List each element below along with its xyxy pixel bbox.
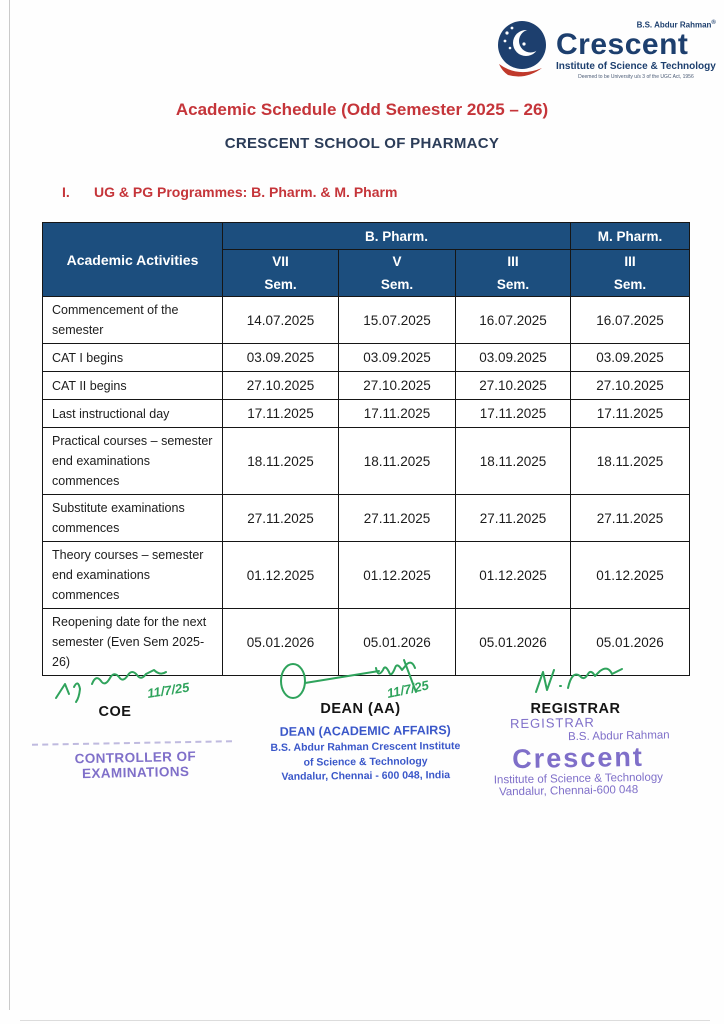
date-cell: 18.11.2025: [339, 428, 456, 495]
table-row: [43, 542, 690, 609]
date-cell: 27.10.2025: [456, 372, 571, 400]
registrar-stamp-line: Vandalur, Chennai-600 048: [498, 783, 639, 799]
table-row: [43, 372, 690, 400]
date-cell: 01.12.2025: [339, 542, 456, 609]
sem-numeral: III: [624, 254, 636, 269]
activity-cell: CAT II begins: [43, 372, 223, 400]
logo-brand-name: Crescent: [556, 27, 689, 61]
scan-edge-artifact: [20, 1020, 710, 1021]
sem-numeral: III: [507, 254, 519, 269]
dean-stamp: [258, 723, 474, 785]
sem-header-bpharm-v: [339, 250, 456, 297]
dean-stamp-line: B.S. Abdur Rahman Crescent Institute: [270, 740, 461, 754]
date-cell: 27.10.2025: [223, 372, 339, 400]
date-cell: 17.11.2025: [339, 400, 456, 428]
date-cell: 16.07.2025: [571, 297, 690, 344]
registrar-signature-ink: [528, 662, 658, 702]
table-row: [43, 297, 690, 344]
date-cell: 18.11.2025: [571, 428, 690, 495]
table-row: [43, 344, 690, 372]
dean-stamp-line: DEAN (ACADEMIC AFFAIRS): [279, 723, 451, 739]
logo-text-block: [556, 20, 716, 80]
table-row: [43, 400, 690, 428]
sem-header-bpharm-vii: [223, 250, 339, 297]
coe-sign-date: 11/7/25: [146, 679, 191, 701]
registrar-stamp-line: REGISTRAR: [509, 714, 595, 732]
date-cell: 03.09.2025: [223, 344, 339, 372]
academic-schedule-table: [42, 222, 690, 676]
date-cell: 16.07.2025: [456, 297, 571, 344]
institute-logo: [494, 18, 720, 80]
registrar-label: REGISTRAR: [530, 701, 621, 717]
activity-cell: Reopening date for the next semester (Even Sem 2025-26): [43, 609, 223, 676]
date-cell: 03.09.2025: [571, 344, 690, 372]
activity-cell: CAT I begins: [43, 344, 223, 372]
logo-tagline: Institute of Science & Technology: [556, 60, 716, 72]
logo-deemed-text: Deemed to be University u/s 3 of the UGC Act, 1956: [578, 73, 694, 80]
date-cell: 05.01.2026: [339, 609, 456, 676]
date-cell: 01.12.2025: [223, 542, 339, 609]
sem-header-mpharm-iii: [571, 250, 690, 297]
bpharm-group-header: B. Pharm.: [223, 223, 571, 250]
date-cell: 17.11.2025: [456, 400, 571, 428]
sem-word: Sem.: [380, 276, 414, 292]
sem-header-bpharm-iii: [456, 250, 571, 297]
dean-label: DEAN (AA): [320, 701, 401, 717]
registered-mark: ®: [711, 20, 716, 26]
dean-stamp-line: Vandalur, Chennai - 600 048, India: [281, 769, 451, 784]
date-cell: 18.11.2025: [456, 428, 571, 495]
section-heading-text: UG & PG Programmes: B. Pharm. & M. Pharm: [94, 184, 398, 200]
registrar-stamp-line: B.S. Abdur Rahman: [567, 729, 670, 744]
date-cell: 05.01.2026: [571, 609, 690, 676]
section-numeral: I.: [62, 184, 70, 200]
date-cell: 27.11.2025: [223, 495, 339, 542]
date-cell: 03.09.2025: [456, 344, 571, 372]
activity-cell: Last instructional day: [43, 400, 223, 428]
table-row: [43, 428, 690, 495]
date-cell: 15.07.2025: [339, 297, 456, 344]
date-cell: 27.10.2025: [339, 372, 456, 400]
school-name: CRESCENT SCHOOL OF PHARMACY: [224, 135, 500, 152]
activity-cell: Theory courses – semester end examinations commences: [43, 542, 223, 609]
sem-numeral: VII: [272, 254, 289, 269]
dean-sign-date: 11/7/25: [385, 677, 431, 701]
date-cell: 01.12.2025: [571, 542, 690, 609]
coe-stamp: CONTROLLER OF EXAMINATIONS: [74, 748, 197, 782]
mpharm-group-header: M. Pharm.: [571, 223, 690, 250]
date-cell: 05.01.2026: [456, 609, 571, 676]
date-cell: 27.10.2025: [571, 372, 690, 400]
logo-trademark-text: B.S. Abdur Rahman: [636, 20, 712, 30]
sem-word: Sem.: [264, 276, 297, 292]
date-cell: 01.12.2025: [456, 542, 571, 609]
page-title: Academic Schedule (Odd Semester 2025 – 26): [175, 100, 549, 119]
date-cell: 17.11.2025: [223, 400, 339, 428]
activity-cell: Substitute examinations commences: [43, 495, 223, 542]
section-heading: [62, 184, 397, 200]
activities-column-header: Academic Activities: [43, 223, 223, 297]
sem-word: Sem.: [496, 276, 530, 292]
table-row: [43, 495, 690, 542]
date-cell: 05.01.2026: [223, 609, 339, 676]
crescent-emblem-icon: [494, 18, 550, 80]
coe-stamp-edge: [32, 740, 232, 745]
coe-label: COE: [98, 704, 132, 720]
date-cell: 03.09.2025: [339, 344, 456, 372]
coe-signature-ink: [48, 660, 228, 710]
date-cell: 14.07.2025: [223, 297, 339, 344]
sem-word: Sem.: [613, 276, 647, 292]
date-cell: 27.11.2025: [339, 495, 456, 542]
registrar-stamp: [467, 713, 688, 799]
sem-numeral: V: [392, 254, 402, 269]
date-cell: 17.11.2025: [571, 400, 690, 428]
dean-stamp-line: of Science & Technology: [303, 755, 428, 769]
date-cell: 27.11.2025: [571, 495, 690, 542]
registrar-stamp-line: Institute of Science & Technology: [493, 771, 664, 787]
date-cell: 18.11.2025: [223, 428, 339, 495]
registrar-stamp-line: Crescent: [512, 741, 645, 775]
activity-cell: Practical courses – semester end examinations commences: [43, 428, 223, 495]
date-cell: 27.11.2025: [456, 495, 571, 542]
activity-cell: Commencement of the semester: [43, 297, 223, 344]
